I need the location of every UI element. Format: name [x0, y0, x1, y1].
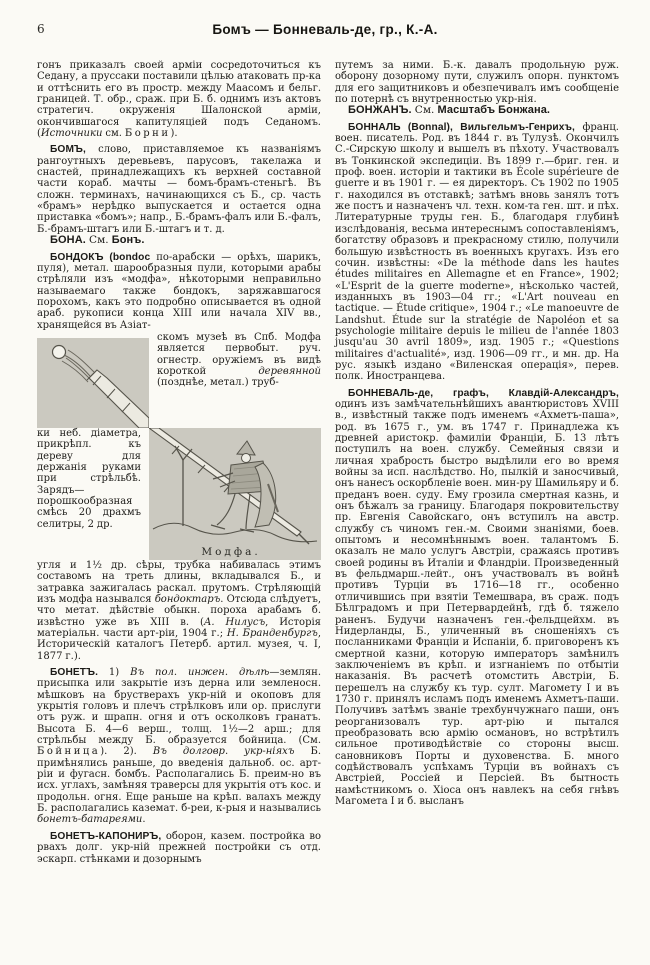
- paragraph-entry-bonet: БОНЕТЪ. 1) Въ пол. инжен. дѣлѣ—землян. присыпка или закрытіе изъ дерна или земленосн. мѣшковъ на брустверахъ укр-ній и окоповъ для укрытія головъ и плечъ стрѣлковъ или ор. прислуги отъ руж. и шрапн. огня и отъ осколковъ гранатъ. Высота Б. 4—6 верш., толщ. 1½—2 арш.; для стрѣльбы между Б. образуется бойница. (См. Бойница). 2). Въ долговр. укр-ніяхъ Б. примѣнялись раньше, до введенія дальноб. ос. арт-ріи и фугасн. бомбъ. Располагались Б. преим-но въ исх. углахъ, замѣняя траверсы для укрытія отъ кос. и продольн. огня. Еще раньше на крѣп. валахъ между Б. располагались каземат. б-реи, к-рыя и назывались бонетъ-батареями.: [37, 667, 322, 826]
- left-column: [37, 60, 321, 865]
- paragraph-entry-bonet-kaponir: БОНЕТЪ-КАПОНИРЪ, оборон, казем. постройка во рвахъ долг. укр-ній прежней постройки съ отд. эскарп. стѣнками и дозорнымъ: [37, 830, 321, 865]
- paragraph-continuation-bonet-kaponir: путемъ за ними. Б.-к. давалъ продольную руж. оборону дозорному пути, служилъ опорн. пунктомъ для его защитниковъ и обезпечивалъ имъ сообщеніе по потернѣ съ внутренностью укр-нія.: [335, 60, 619, 106]
- page-number: 6: [37, 22, 45, 36]
- right-column: [335, 60, 619, 865]
- paragraph-xref-bona: БОНА. См. Бонъ.: [50, 234, 145, 247]
- paragraph-bondok-beside-figure-right: скомъ музеѣ въ Спб. Модфа является первобыт. руч. огнестр. оружіемъ въ видѣ короткой деревянной (позднѣе, метал.) труб-: [157, 331, 321, 389]
- paragraph-entry-bom: БОМЪ, слово, приставляемое къ названіямъ рангоутныхъ деревьевъ, парусовъ, такелажа и снастей, принадлежащихъ къ верхней составной части кораб. мачты — бомъ-брамъ-стеньгѣ. Въ сложн. терминахъ, начинающихся съ Б., ср. часть «брамъ» нерѣдко выпускается и остается одна приставка «бомъ»; напр., Б.-брамъ-фалъ или Б.-фалъ, Б.-брамъ-штагъ или Б.-штагъ и т. д.: [37, 144, 321, 235]
- text-columns: [0, 52, 650, 865]
- modfa-figure-top-row: [37, 332, 321, 428]
- projectile-ball-icon: [53, 345, 66, 358]
- modfa-figure-gunner-drawing: [149, 428, 321, 560]
- running-header-title: Бомъ — Бонневаль-де, гр., К.-А.: [212, 22, 438, 37]
- modfa-caption: Модфа.: [201, 545, 261, 558]
- paragraph-bondok-beside-figure-left: ки неб. діаметра, прикрѣпл. къ дереву для держанія руками при стрѣльбѣ. Зарядъ—порошкообразная смѣсь 20 драхмъ селитры, 2 др.: [37, 427, 141, 530]
- paragraph-entry-bonnal: БОННАЛЬ (Bonnal), Вильгельмъ-Генрихъ, франц. воен. писатель. Род. въ 1844 г. въ Тулузѣ. Окончилъ С.-Сирскую школу и вышелъ въ пѣхоту. Участвовалъ въ Тонкинской экспедиціи. Въ 1899 г.—бриг. ген. и проф. воен. исторіи и тактики въ École supérieure de guerre и въ 1901 г. — ея директоръ. Съ 1902 по 1905 г. находился въ отставкѣ; затѣмъ вновь занялъ тотъ же постъ и назначенъ чл. техн. ком-та ген. шт. и пѣх. Литературные труды ген. Б., благодаря глубинѣ изслѣдованія, весьма интереснымъ сопоставленіямъ, богатству образовъ и прекрасному стилю, получили большую извѣстность въ военныхъ кругахъ. Изъ его сочин. извѣстны: «De la méthode dans les hautes études militaires en Allemagne et en France», 1902; «L'Esprit de la guerre moderne», нѣсколько частей, изданныхъ въ 1903—04 гг.; «L'Art nouveau en tactique. — Étude critique», 1904 г.; «Le manoeuvre de Landshut. Étude sur la stratégie de Napoléon et sa psychologie militaire depuis le milieu de l'année 1803 jusqu'au 30 avril 1809», изд. 1905 г.; «Questions militaires d'actualité», изд. 1906—09 гг., и мн. др. На рус. языкѣ издано «Виленская операція», перев. полк. Иностранцева.: [335, 121, 619, 383]
- modfa-figure-bottom-row: [37, 428, 321, 560]
- modfa-figure-muzzle-drawing: [37, 332, 149, 428]
- paragraph-entry-bondok: БОНДОКЪ (bondoc по-арабски — орѣхъ, шарикъ, пуля), метал. шарообразныя пули, которыми арабы стрѣляли изъ «модфа», нѣкоторыми неправильно называемаго также бондокъ, заряжавшагося порохомъ, какъ это подробно описывается въ одной араб. рукописи конца XIII или начала XIV вв., хранящейся въ Азіат-: [37, 251, 321, 331]
- paragraph-entry-bonneval: БОННЕВАЛЬ-де, графъ, Клавдій-Александръ, одинъ изъ замѣчательнѣйшихъ авантюристовъ XVIII в., извѣстный также подъ именемъ «Ахметъ-паша», род. въ 1675 г., ум. въ 1747 г. Принадлежа къ древней аристокр. фамиліи Франціи, Б. 13 лѣтъ поступилъ на воен. службу. Семейныя связи и личная храбрость быстро выдѣлили его во время войны за исп. наслѣдство. Но, пылкій и заносчивый, онъ нанесъ оскорбленіе воен. мин-ру Шамильяру и б. преданъ воен. суду. Ему грозила смертная казнь, и онъ бѣжалъ за границу. Благодаря покровительству пр. Евгенія Савойскаго, онъ вступилъ на австр. службу съ чиномъ ген.-м. Своими знаніями, боев. опытомъ и несомнѣннымъ воен. талантомъ Б. оказалъ не мало услугъ Австріи, сражаясь противъ своей родины въ Италіи и Фландріи. Произведенный въ фельдмарш.-лейт., онъ участвовалъ въ войнѣ противъ Турціи въ 1716—18 гг., особенно отличившись при взятіи Темешвара, въ сраж. подъ Бѣлградомъ и при Петервардейнѣ, гдѣ б. тяжело раненъ. Будучи назначенъ ген.-фельдцейхм. въ Нидерланды, Б., уличенный въ сношеніяхъ съ посланниками Франціи и Испаніи, б. приговоренъ къ смертной казни, которую императоръ замѣнилъ заключеніемъ въ крѣп. и изгнаніемъ по отбытіи наказанія. Въ расчетѣ отомстить Австріи, Б. перешелъ на службу къ тур. султ. Магомету I и въ 1730 г. принялъ исламъ подъ именемъ Ахметъ-паши. Получивъ затѣмъ званіе трехбунчужнаго паши, онъ реорганизовалъ тур. арт-рію и пытался преобразовать всю армію османовъ, но встрѣтилъ сильное противодѣйствіе со стороны высш. сановниковъ Порты и духовенства. Б. много содѣйствовалъ успѣхамъ Турціи въ войнахъ съ Австріей, Россіей и Персіей. Въ бытность намѣстникомъ о. Хіоса онъ навлекъ на себя гнѣвъ Магомета I и б. высланъ: [335, 387, 619, 807]
- paragraph-continuation-bom-battle: гонъ приказалъ своей арміи сосредоточиться къ Седану, а пруссаки поставили цѣлью атаковать пр-ка и оттѣснить его въ простр. между Маасомъ и бельг. границей. Т. обр., сраж. при Б. б. однимъ изъ актовъ стратегич. окруженія Шалонской арміи, окончившагося капитуляціей подъ Седаномъ. (Источники см. Борни).: [37, 60, 321, 140]
- paragraph-xref-bonjean: БОНЖАНЪ. См. Масштабъ Бонжана.: [348, 104, 551, 117]
- running-header: [0, 0, 650, 52]
- paragraph-bondok-after-figure: угля и 1½ др. сѣры, трубка набивалась этимъ составомъ на треть длины, вкладывался Б., и затравка зажигалась раскал. прутомъ. Стрѣляющій изъ модфа назывался бондоктаръ. Отсюда слѣдуетъ, что метат. дѣйствіе обыкн. пороха арабамъ б. извѣстно уже въ XIII в. (А. Нилусъ, Исторія матеріальн. части арт-ріи, 1904 г.; Н. Бранденбургъ, Историческій каталогъ Петерб. артил. музея, ч. I, 1877 г.).: [37, 559, 321, 662]
